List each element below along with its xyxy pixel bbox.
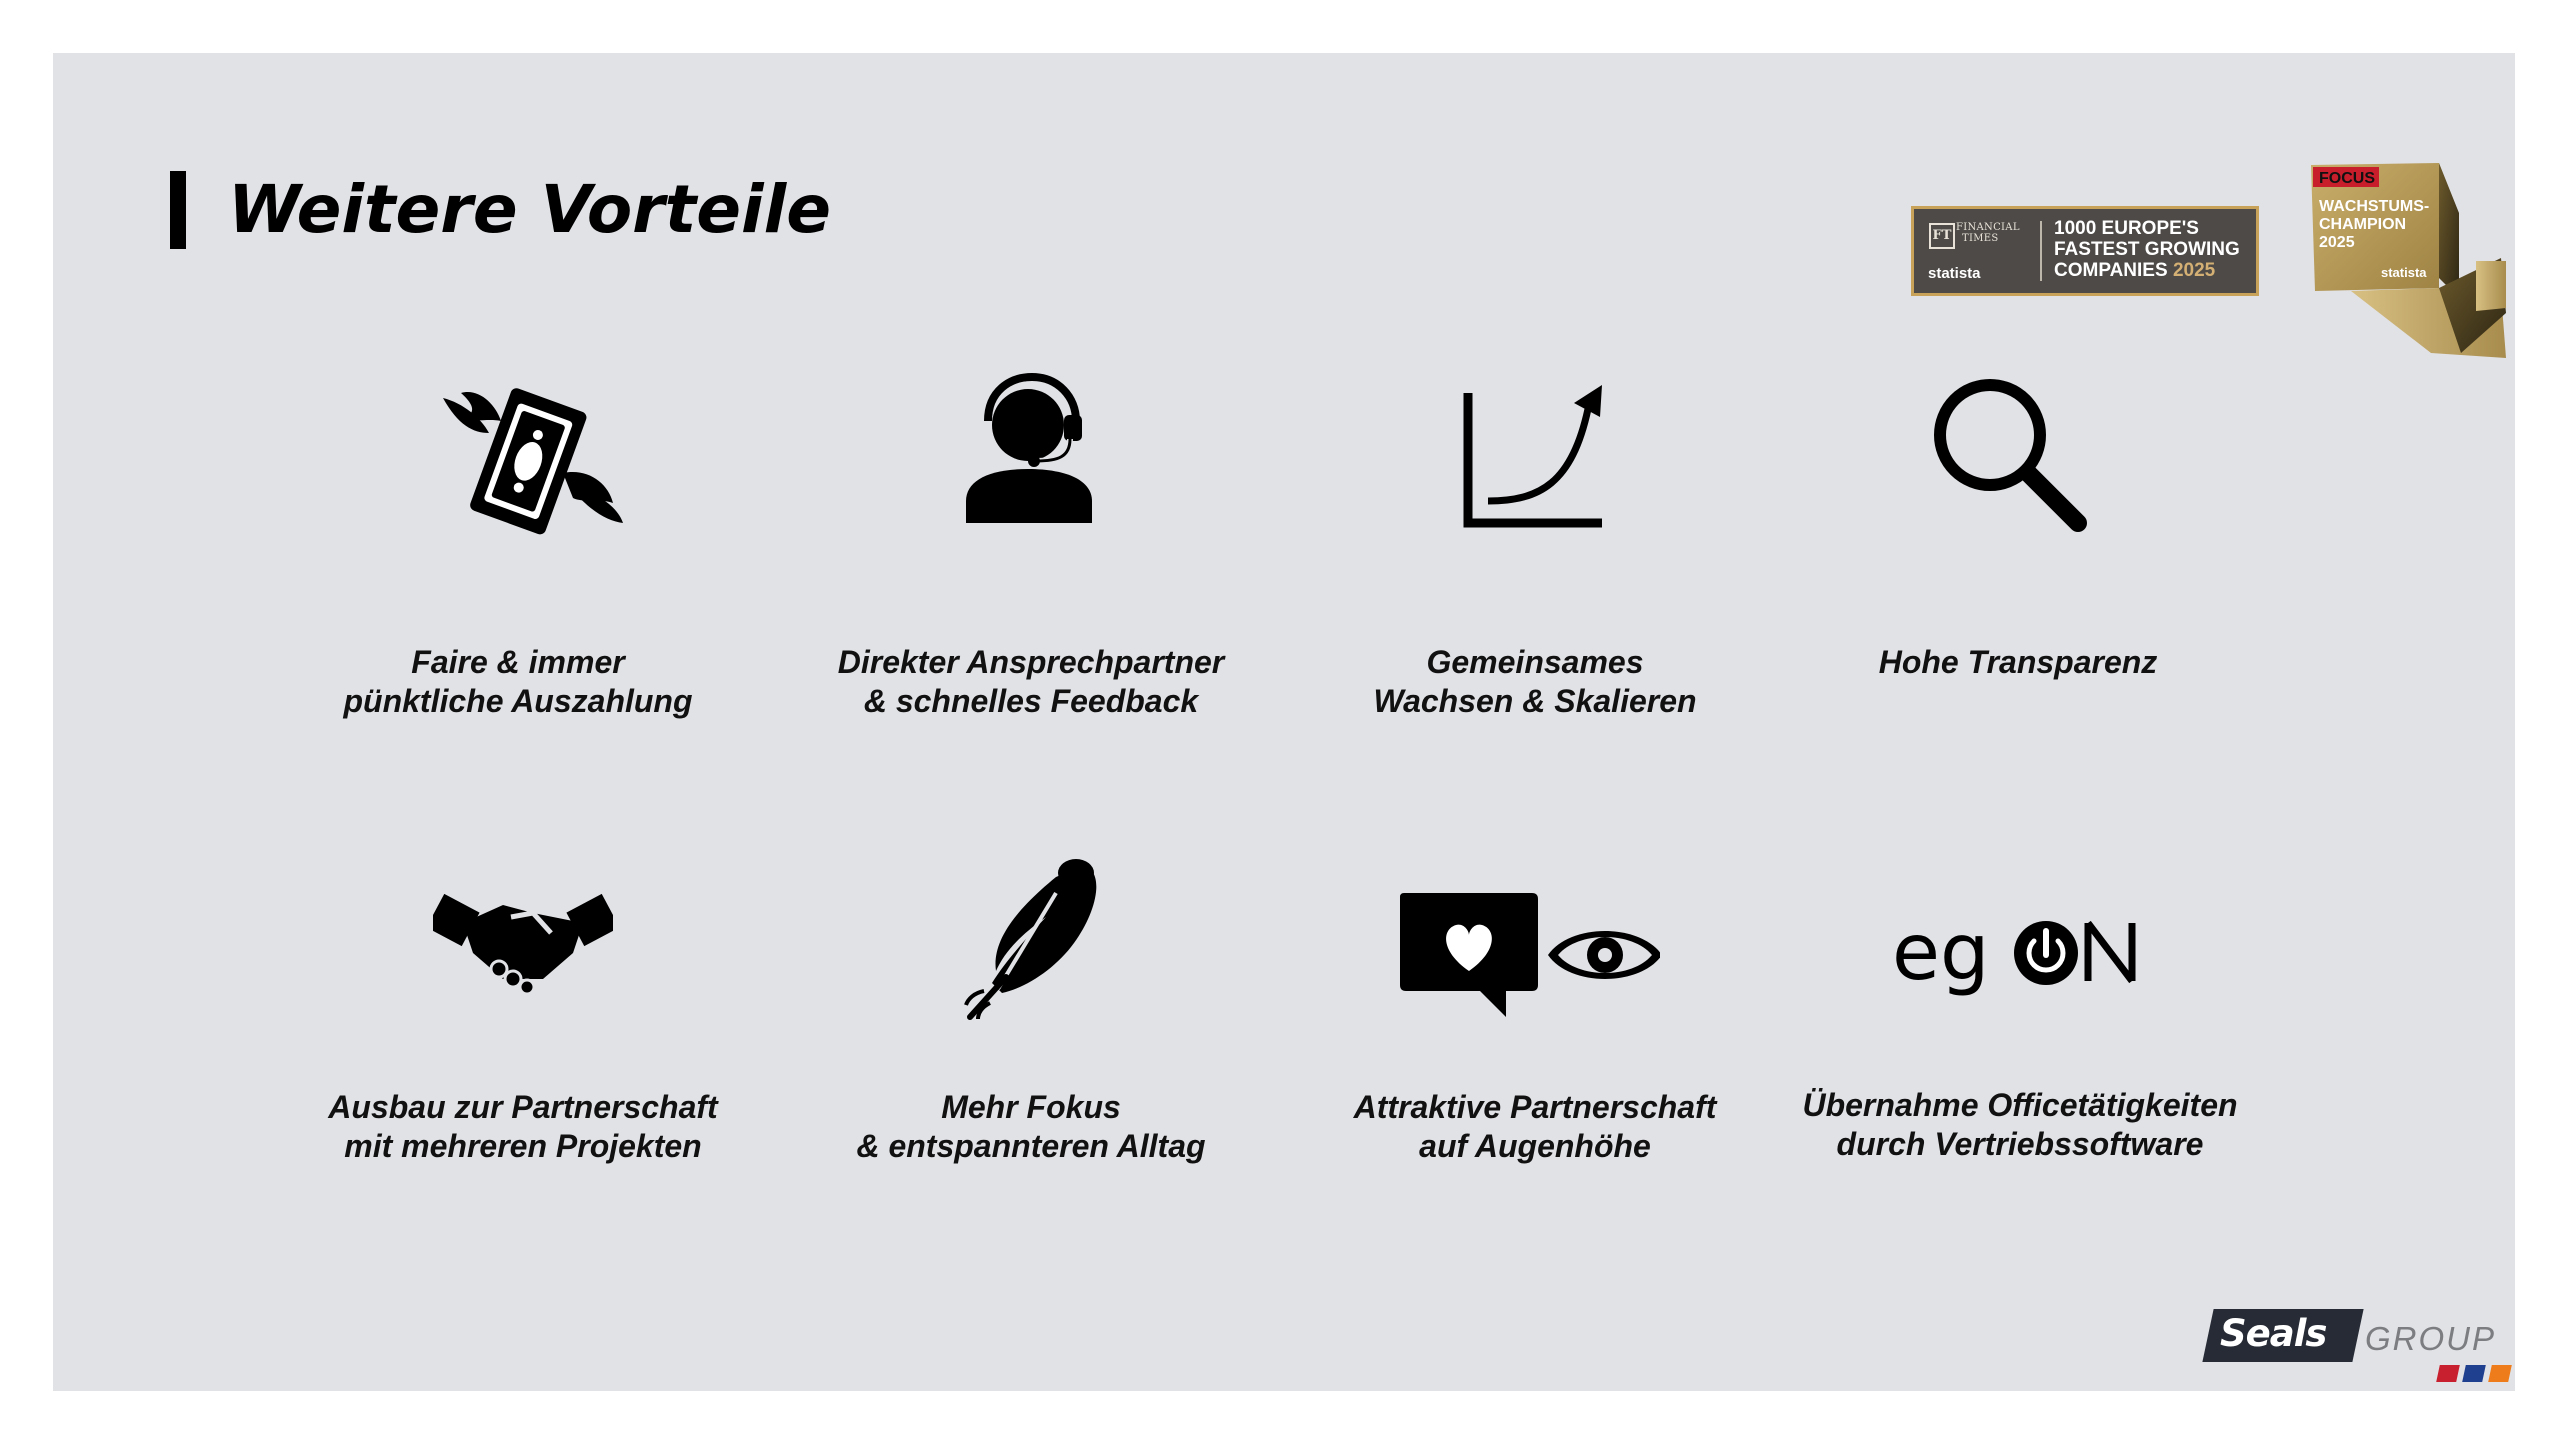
slide [53,53,2515,1391]
feature-label-line-1: Faire & immer [411,644,625,680]
svg-text:eg: eg [1892,908,1990,998]
ft-award-line-1: 1000 EUROPE'S [2054,218,2199,239]
feature-office-software [1750,843,2290,1173]
feature-label-line-2: Wachsen & Skalieren [1373,683,1697,719]
feature-label-line-2: & schnelles Feedback [863,683,1199,719]
seals-group-logo [2208,1309,2508,1389]
page-title: Weitere Vorteile [228,171,832,248]
feature-label-line-2: durch Vertriebssoftware [1836,1126,2204,1162]
feature-label-line-1: Mehr Fokus [941,1089,1121,1125]
logo-square-red [2436,1365,2460,1382]
focus-brand: FOCUS [2319,170,2375,187]
group-logo-text: GROUP [2365,1320,2497,1357]
growth-curve-icon [1460,373,1610,533]
feature-eye-level [1270,843,1800,1173]
feature-direct-contact [766,353,1296,733]
statista-label: statista [1928,265,1981,282]
logo-square-blue [2462,1365,2486,1382]
feature-transparency [1753,353,2283,733]
feature-fair-payment [253,353,783,733]
egon-logo-icon [1890,903,2150,1003]
focus-partner: statista [2381,265,2427,280]
ft-award-line-3: COMPANIES 2025 [2054,260,2216,281]
feature-label-line-2: & entspannteren Alltag [856,1128,1206,1164]
focus-line-1: WACHSTUMS- [2319,198,2430,215]
title-accent-bar [170,171,186,249]
headset-agent-icon [966,373,1096,533]
ft-award-badge [1911,206,2259,296]
focus-line-2: CHAMPION [2319,216,2407,233]
seals-logo-text: Seals [2220,1312,2327,1355]
feature-label-line-1: Ausbau zur Partnerschaft [328,1089,718,1125]
feature-label-line-2: mit mehreren Projekten [344,1128,702,1164]
feature-focus [766,843,1296,1173]
heart-eye-icon [1400,893,1660,1023]
feature-label-line-2: pünktliche Auszahlung [343,683,693,719]
flying-money-icon [433,373,633,553]
feather-icon [956,853,1106,1023]
feature-label-line-1: Hohe Transparenz [1878,644,2158,680]
feature-label-line-1: Direkter Ansprechpartner [837,644,1225,680]
ft-logo-icon: FT [1929,223,1955,249]
divider [2040,221,2042,281]
ft-award-line-2: FASTEST GROWING [2054,239,2240,260]
feature-growth [1270,353,1800,733]
ft-publisher: FINANCIAL TIMES [1956,222,2020,244]
handshake-icon [433,883,613,993]
feature-label-line-1: Attraktive Partnerschaft [1353,1089,1717,1125]
magnifier-icon [1928,373,2098,543]
feature-label-line-1: Übernahme Officetätigkeiten [1802,1087,2238,1123]
focus-year: 2025 [2319,234,2355,251]
feature-label-line-2: auf Augenhöhe [1419,1128,1651,1164]
feature-partnership [253,843,793,1173]
feature-label-line-1: Gemeinsames [1426,644,1644,680]
focus-award-badge [2311,163,2511,363]
logo-square-orange [2488,1365,2512,1382]
